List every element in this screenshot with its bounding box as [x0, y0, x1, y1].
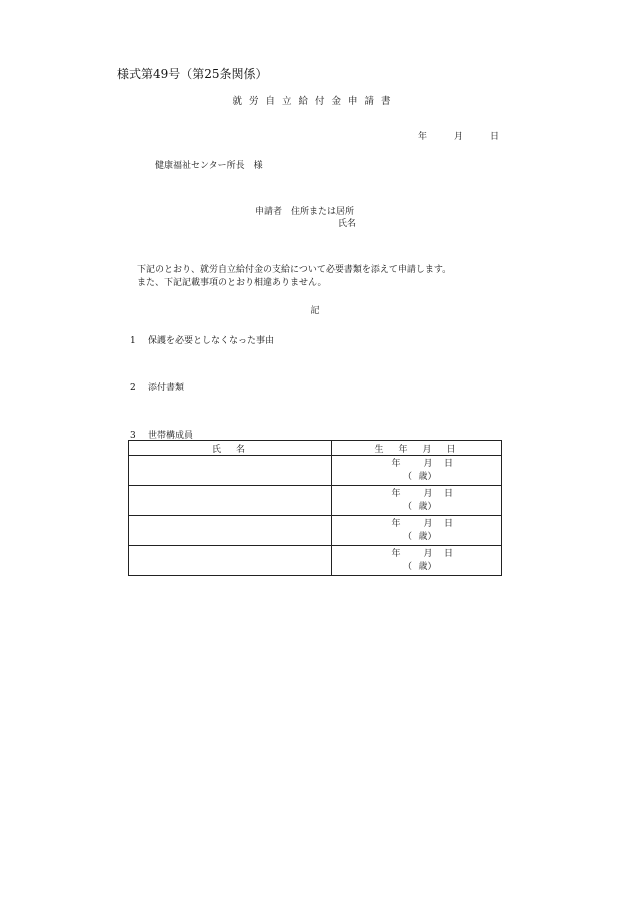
table-row [129, 486, 502, 516]
application-date [418, 129, 499, 142]
table-header-row [129, 441, 502, 456]
age-open: （ [402, 561, 412, 572]
member-birthdate-cell[interactable] [332, 516, 502, 546]
dob-month: 月 [423, 518, 433, 529]
item-number: 2 [130, 383, 136, 393]
item-1 [130, 335, 274, 347]
age-label: 歳） [418, 471, 437, 482]
age-open: （ [402, 501, 412, 512]
member-birthdate-cell[interactable] [332, 546, 502, 576]
statement-line-2: また、下記記載事項のとおり相違ありません。 [137, 278, 327, 288]
member-name-cell[interactable] [129, 516, 332, 546]
recipient: 健康福祉センター所長 様 [155, 161, 263, 171]
dob-year: 年 [391, 548, 401, 559]
item-2 [130, 382, 184, 394]
item-label: 添付書類 [148, 383, 185, 393]
member-name-cell[interactable] [129, 546, 332, 576]
dob-month: 月 [423, 488, 433, 499]
dob-day: 日 [443, 548, 453, 559]
table-row [129, 516, 502, 546]
form-number: 様式第49号（第25条関係） [117, 67, 268, 81]
applicant-name-label: 氏名 [338, 219, 357, 229]
member-birthdate-cell[interactable] [332, 456, 502, 486]
item-number: 1 [130, 336, 136, 346]
dob-day: 日 [443, 518, 453, 529]
member-name-cell[interactable] [129, 486, 332, 516]
age-label: 歳） [418, 501, 437, 512]
dob-year: 年 [391, 488, 401, 499]
document-title: 就労自立給付金申請書 [232, 96, 398, 107]
member-name-cell[interactable] [129, 456, 332, 486]
member-birthdate-cell[interactable] [332, 486, 502, 516]
statement-line-1: 下記のとおり、就労自立給付金の支給について必要書類を添えて申請します。 [137, 265, 452, 275]
date-year: 年 [418, 132, 428, 142]
header-name: 氏 名 [129, 441, 332, 456]
age-label: 歳） [418, 531, 437, 542]
dob-month: 月 [423, 458, 433, 469]
date-month: 月 [454, 132, 464, 142]
dob-month: 月 [423, 548, 433, 559]
dob-year: 年 [391, 458, 401, 469]
dob-year: 年 [391, 518, 401, 529]
ki-heading: 記 [310, 306, 320, 316]
item-label: 保護を必要としなくなった事由 [148, 336, 275, 346]
header-birthdate: 生 年 月 日 [332, 441, 502, 456]
applicant-address-label: 申請者 住所または居所 [255, 207, 355, 217]
item-number: 3 [130, 431, 136, 441]
household-members-table [128, 440, 502, 576]
age-label: 歳） [418, 561, 437, 572]
age-open: （ [402, 471, 412, 482]
table-row [129, 456, 502, 486]
table-row [129, 546, 502, 576]
date-day: 日 [490, 132, 500, 142]
age-open: （ [402, 531, 412, 542]
dob-day: 日 [443, 488, 453, 499]
dob-day: 日 [443, 458, 453, 469]
item-label: 世帯構成員 [148, 431, 194, 441]
